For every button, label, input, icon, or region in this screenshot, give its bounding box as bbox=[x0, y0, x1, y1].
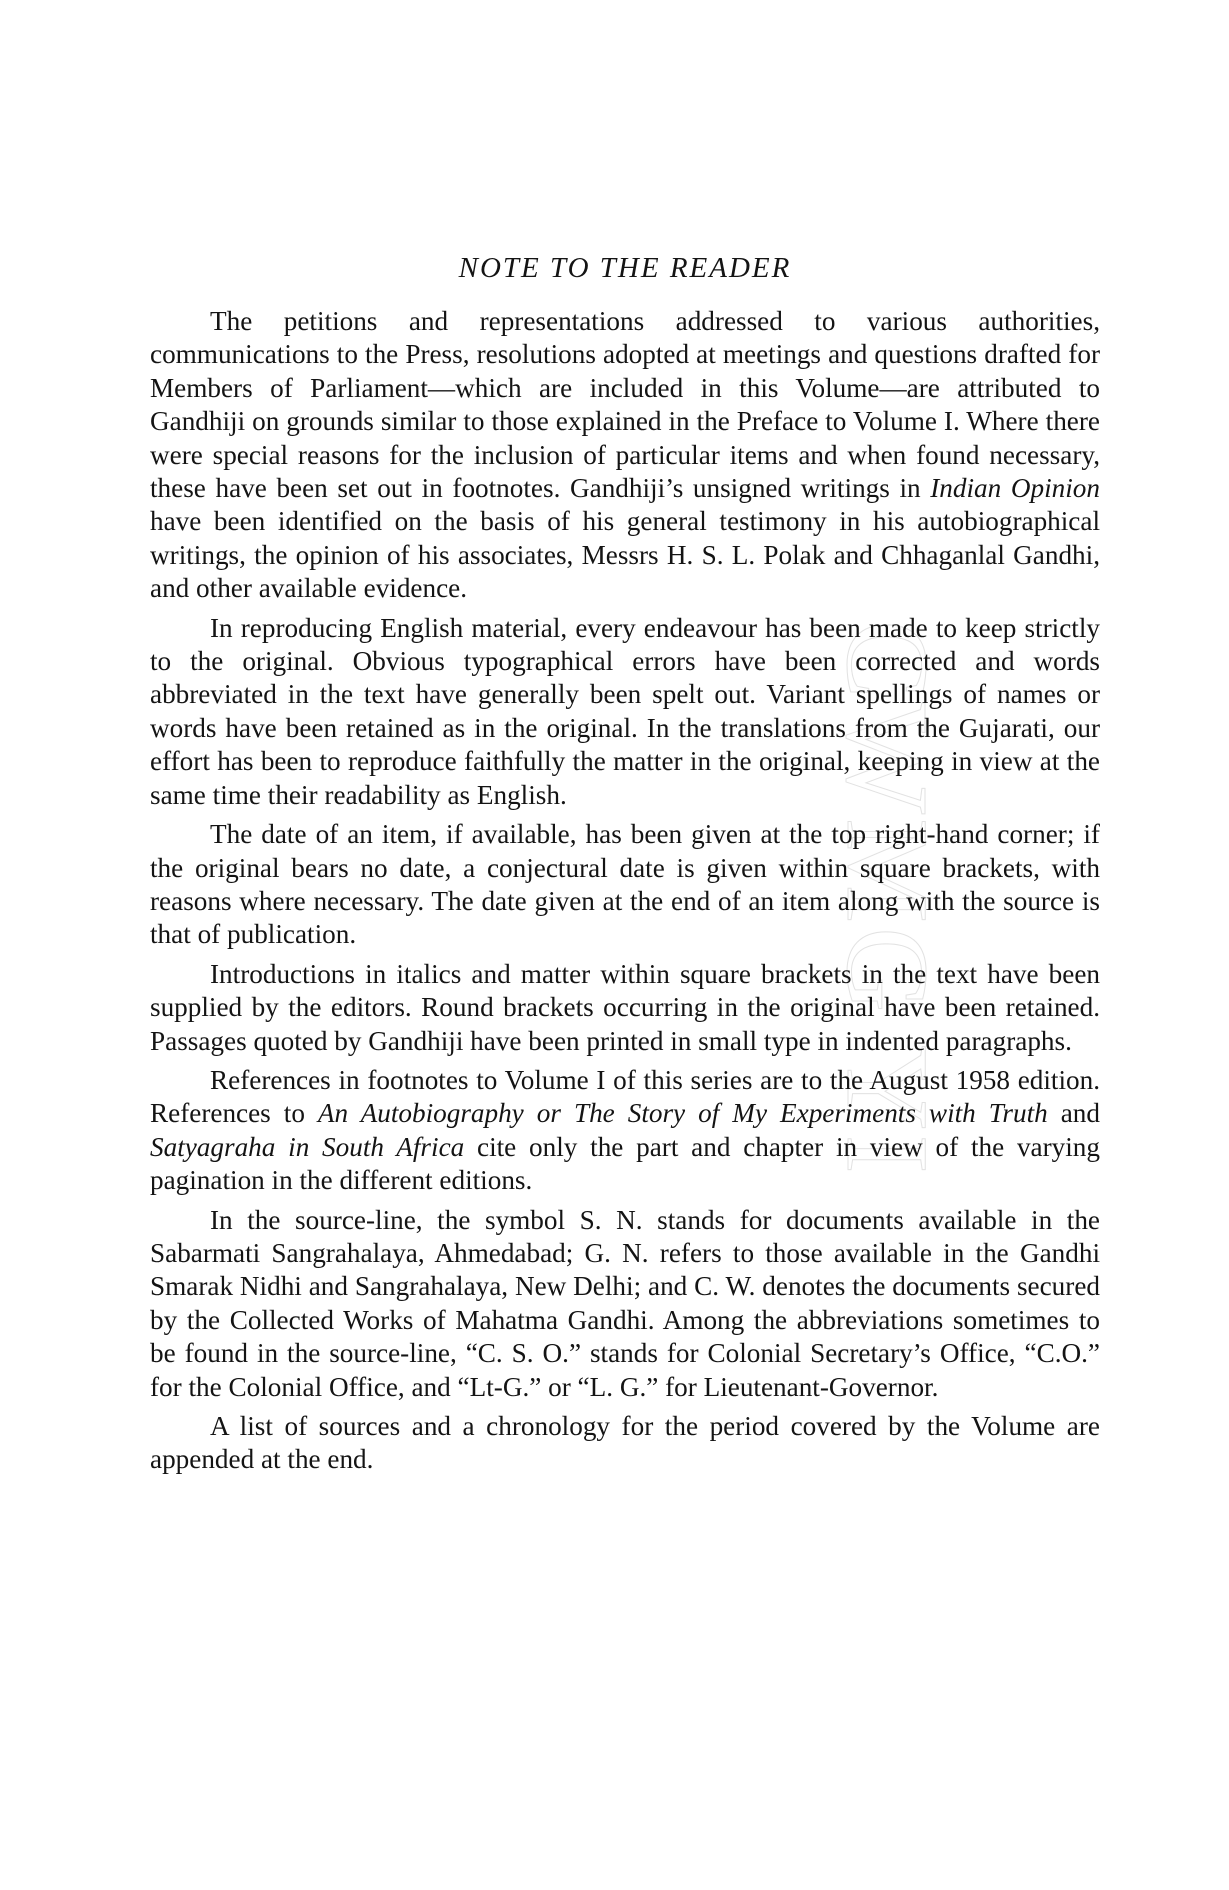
paragraph-introductions: Introductions in italics and matter within square brackets in the text have been supplied by the editors. Round brackets occurring in the original have been retained. Passages quoted by Gandhiji have been printed in small type in indented paragraphs. bbox=[150, 958, 1100, 1056]
italic-title: Satyagraha in South Africa bbox=[150, 1131, 465, 1162]
paragraph-attribution: The petitions and representations addressed to various authorities, communications to the Press, resolutions adopted at meetings and questions drafted for Members of Parliament—which are included in this Volume—are attributed to Gandhiji on grounds similar to those explained in the Preface to Volume I. Where there were special reasons for the inclusion of particular items and when found necessary, these have been set out in footnotes. Gandhiji’s unsigned writings in Indian Opinion have been identified on the basis of his general testimony in his autobiographical writings, the opinion of his associates, Messrs H. S. L. Polak and Chhaganlal Gandhi, and other available evidence. bbox=[150, 306, 1100, 604]
page-body bbox=[150, 252, 1100, 1483]
paragraph-references: References in footnotes to Volume I of this series are to the August 1958 edition. References to An Autobiography or The Story of My Experiments with Truth and Satyagraha in South Africa cite only the part and chapter in view of the varying pagination in the different editions. bbox=[150, 1064, 1100, 1196]
paragraph-dates: The date of an item, if available, has been given at the top right-hand corner; if the original bears no date, a conjectural date is given within square brackets, with reasons where necessary. The date given at the end of an item along with the source is that of publication. bbox=[150, 819, 1100, 950]
italic-title: An Autobiography or The Story of My Experiments with Truth bbox=[317, 1098, 1048, 1129]
paragraph-english-material: In reproducing English material, every endeavour has been made to keep strictly to the original. Obvious typographical errors have been corrected and words abbreviated in the text have generally been spelt out. Variant spellings of names or words have been retained as in the original. In the translations from the Gujarati, our effort has been to reproduce faithfully the matter in the original, keeping in view at the same time their readability as English. bbox=[150, 612, 1100, 810]
paragraph-sources-chronology: A list of sources and a chronology for the period covered by the Volume are appended at the end. bbox=[150, 1411, 1100, 1475]
paragraph-source-line: In the source-line, the symbol S. N. stands for documents available in the Sabarmati Sangrahalaya, Ahmedabad; G. N. refers to those available in the Gandhi Smarak Nidhi and Sangrahalaya, New Delhi; and C. W. denotes the documents secured by the Collected Works of Mahatma Gandhi. Among the abbreviations sometimes to be found in the source-line, “C. S. O.” stands for Colonial Secretary’s Office, “C.O.” for the Colonial Office, and “Lt-G.” or “L. G.” for Lieutenant-Governor. bbox=[150, 1204, 1100, 1402]
italic-title: Indian Opinion bbox=[930, 473, 1100, 504]
watermark: CWMG YI bbox=[822, 620, 953, 1178]
page-title: NOTE TO THE READER bbox=[458, 252, 792, 284]
